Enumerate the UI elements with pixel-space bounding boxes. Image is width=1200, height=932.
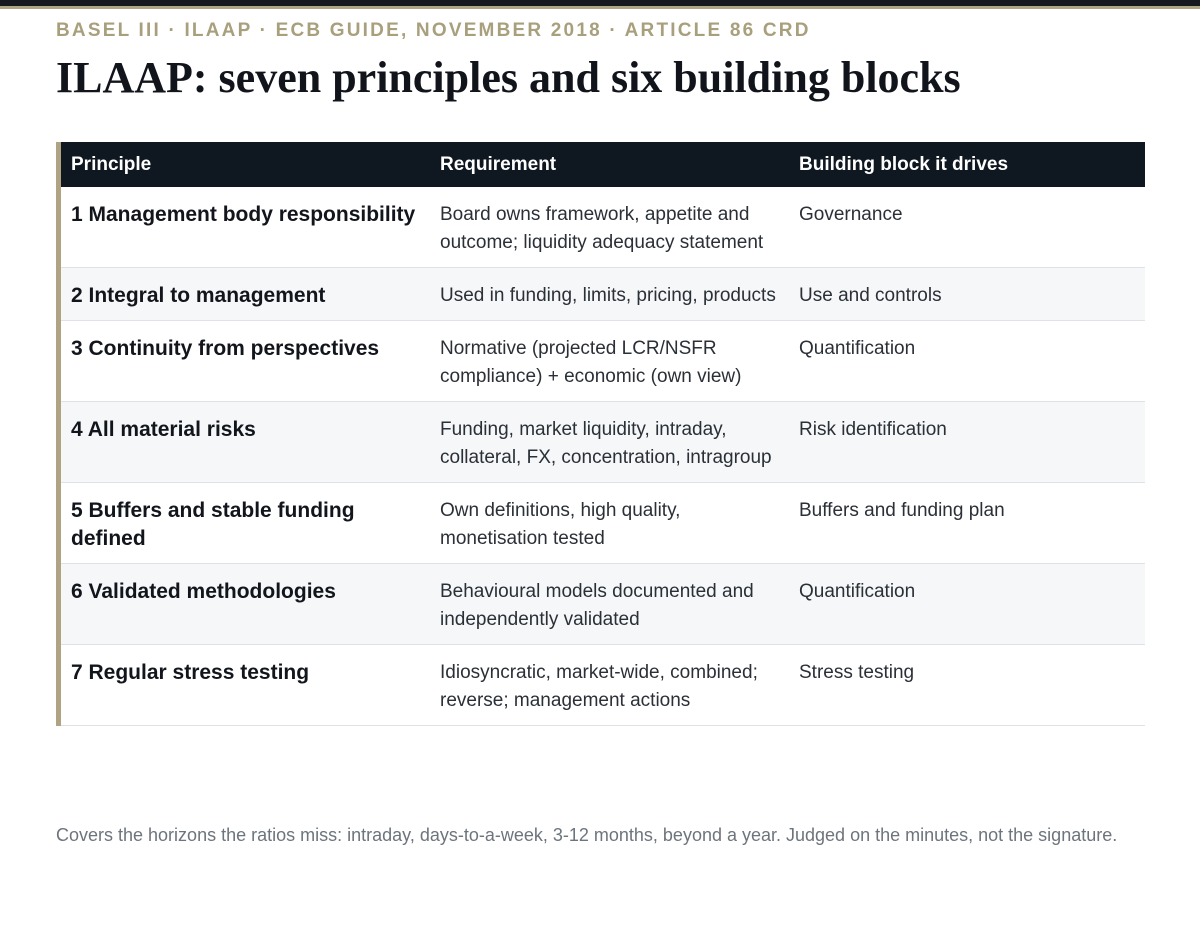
requirement-cell: Normative (projected LCR/NSFR compliance) + economic (own view) bbox=[430, 321, 789, 402]
table-row bbox=[61, 402, 1145, 483]
table-row bbox=[61, 645, 1145, 726]
table-row bbox=[61, 321, 1145, 402]
requirement-cell: Idiosyncratic, market-wide, combined; reverse; management actions bbox=[430, 645, 789, 726]
principle-cell: 2 Integral to management bbox=[61, 268, 430, 321]
requirement-cell: Board owns framework, appetite and outcome; liquidity adequacy statement bbox=[430, 187, 789, 268]
building-block-cell: Stress testing bbox=[789, 645, 1145, 726]
kicker: BASEL III · ILAAP · ECB GUIDE, NOVEMBER 2018 · ARTICLE 86 CRD bbox=[56, 20, 811, 41]
top-rule-accent bbox=[0, 6, 1200, 9]
footnote: Covers the horizons the ratios miss: intraday, days-to-a-week, 3-12 months, beyond a year. Judged on the minutes, not the signature. bbox=[56, 825, 1118, 845]
requirement-cell: Behavioural models documented and independently validated bbox=[430, 564, 789, 645]
building-block-cell: Buffers and funding plan bbox=[789, 483, 1145, 564]
building-block-cell: Governance bbox=[789, 187, 1145, 268]
table-row bbox=[61, 483, 1145, 564]
principles-table bbox=[61, 142, 1145, 726]
table-row bbox=[61, 564, 1145, 645]
building-block-cell: Quantification bbox=[789, 564, 1145, 645]
building-block-cell: Use and controls bbox=[789, 268, 1145, 321]
principle-cell: 6 Validated methodologies bbox=[61, 564, 430, 645]
principle-cell: 4 All material risks bbox=[61, 402, 430, 483]
requirement-cell: Funding, market liquidity, intraday, collateral, FX, concentration, intragroup bbox=[430, 402, 789, 483]
column-header-principle: Principle bbox=[61, 142, 430, 187]
principle-cell: 5 Buffers and stable funding defined bbox=[61, 483, 430, 564]
table-row bbox=[61, 187, 1145, 268]
principle-cell: 3 Continuity from perspectives bbox=[61, 321, 430, 402]
building-block-cell: Risk identification bbox=[789, 402, 1145, 483]
column-header-requirement: Requirement bbox=[430, 142, 789, 187]
principle-cell: 1 Management body responsibility bbox=[61, 187, 430, 268]
column-header-building-block: Building block it drives bbox=[789, 142, 1145, 187]
principles-table-container bbox=[56, 142, 1145, 726]
requirement-cell: Own definitions, high quality, monetisation tested bbox=[430, 483, 789, 564]
building-block-cell: Quantification bbox=[789, 321, 1145, 402]
page-title: ILAAP: seven principles and six building blocks bbox=[56, 53, 961, 102]
principle-cell: 7 Regular stress testing bbox=[61, 645, 430, 726]
table-row bbox=[61, 268, 1145, 321]
table-header-row bbox=[61, 142, 1145, 187]
requirement-cell: Used in funding, limits, pricing, products bbox=[430, 268, 789, 321]
